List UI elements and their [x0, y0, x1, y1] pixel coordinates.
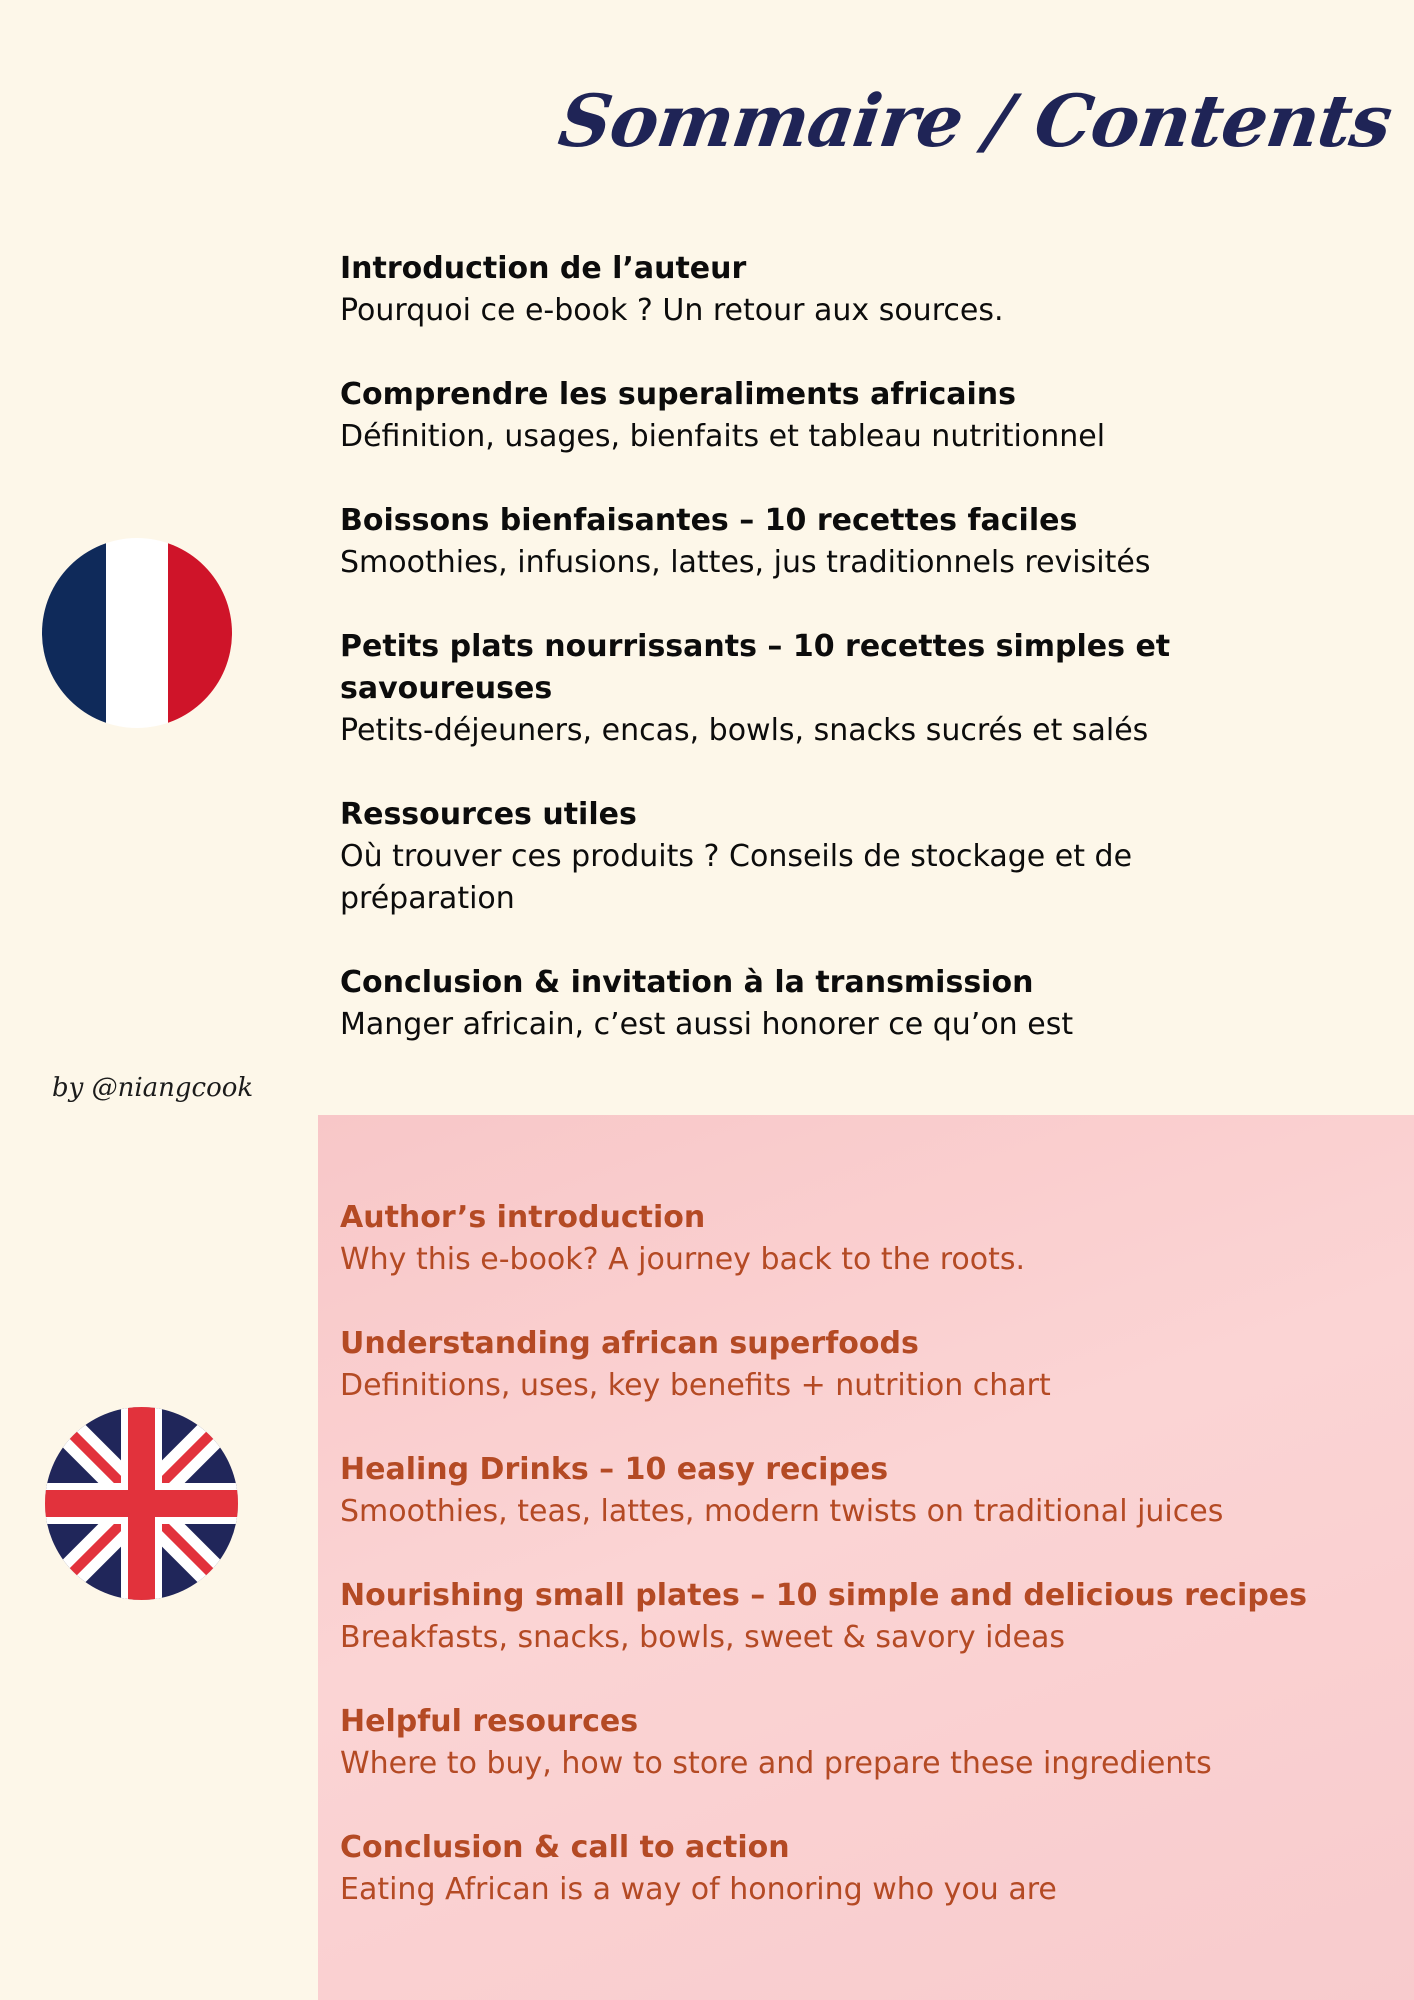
- entry-description: Smoothies, teas, lattes, modern twists on traditional juices: [340, 1494, 1224, 1529]
- toc-entry: [340, 374, 1370, 458]
- toc-entry: [340, 1575, 1370, 1659]
- entry-description: Breakfasts, snacks, bowls, sweet & savory ideas: [340, 1620, 1065, 1655]
- entry-description: Smoothies, infusions, lattes, jus traditionnels revisités: [340, 545, 1151, 580]
- uk-flag-icon: [45, 1407, 238, 1600]
- entry-title: Nourishing small plates – 10 simple and delicious recipes: [340, 1578, 1308, 1613]
- entry-title: Understanding african superfoods: [340, 1326, 919, 1361]
- entry-title: Helpful resources: [340, 1704, 639, 1739]
- entry-title: Introduction de l’auteur: [340, 251, 747, 286]
- entry-description: Définition, usages, bienfaits et tableau nutritionnel: [340, 419, 1106, 454]
- entry-title: Ressources utiles: [340, 797, 637, 832]
- toc-entry: [340, 962, 1370, 1046]
- entry-description: Manger africain, c’est aussi honorer ce qu’on est: [340, 1007, 1074, 1042]
- french-contents: [340, 248, 1370, 1088]
- entry-description: Où trouver ces produits ? Conseils de stockage et de préparation: [340, 839, 1133, 916]
- toc-entry: [340, 1323, 1370, 1407]
- entry-description: Why this e-book? A journey back to the roots.: [340, 1242, 1026, 1277]
- entry-description: Pourquoi ce e-book ? Un retour aux sources.: [340, 293, 1004, 328]
- entry-title: Conclusion & call to action: [340, 1830, 790, 1865]
- toc-entry: [340, 1197, 1370, 1281]
- toc-entry: [340, 248, 1370, 332]
- entry-title: Comprendre les superaliments africains: [340, 377, 1016, 412]
- entry-title: Conclusion & invitation à la transmission: [340, 965, 1034, 1000]
- page-title: Sommaire / Contents: [554, 78, 1397, 163]
- toc-entry: [340, 1449, 1370, 1533]
- entry-title: Healing Drinks – 10 easy recipes: [340, 1452, 889, 1487]
- entry-description: Petits-déjeuners, encas, bowls, snacks sucrés et salés: [340, 713, 1149, 748]
- toc-entry: [340, 1701, 1370, 1785]
- entry-title: Author’s introduction: [340, 1200, 706, 1235]
- english-contents: [340, 1197, 1370, 1953]
- entry-title: Petits plats nourrissants – 10 recettes simples et savoureuses: [340, 629, 1171, 706]
- entry-description: Eating African is a way of honoring who you are: [340, 1872, 1057, 1907]
- entry-title: Boissons bienfaisantes – 10 recettes faciles: [340, 503, 1078, 538]
- entry-description: Where to buy, how to store and prepare these ingredients: [340, 1746, 1212, 1781]
- france-flag-icon: [42, 538, 232, 728]
- toc-entry: [340, 794, 1370, 920]
- toc-entry: [340, 1827, 1370, 1911]
- byline: by @niangcook: [52, 1073, 254, 1103]
- entry-description: Definitions, uses, key benefits + nutrition chart: [340, 1368, 1051, 1403]
- toc-entry: [340, 626, 1370, 752]
- toc-entry: [340, 500, 1370, 584]
